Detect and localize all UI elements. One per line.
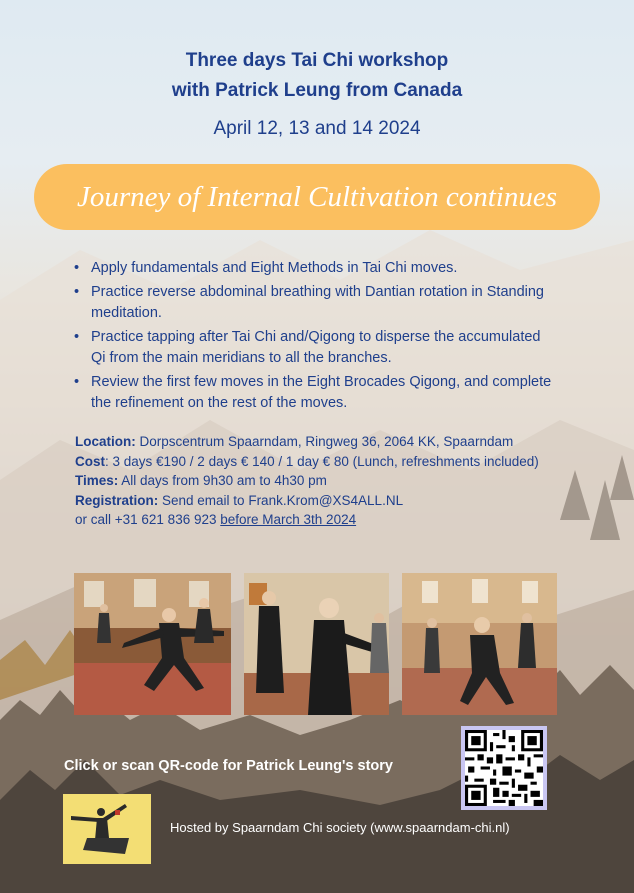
- registration-line: [75, 491, 565, 511]
- qr-code[interactable]: [461, 726, 547, 810]
- event-details: [75, 432, 565, 530]
- qr-caption: Click or scan QR-code for Patrick Leung's story: [64, 758, 393, 774]
- cost-line: [75, 452, 565, 472]
- call-line: [75, 510, 565, 530]
- registration-label: Registration:: [75, 492, 159, 508]
- location-value: Dorpscentrum Spaarndam, Ringweg 36, 2064 KK, Spaarndam: [135, 434, 514, 449]
- page-title: [0, 46, 634, 106]
- banner-text: Journey of Internal Cultivation continues: [76, 180, 558, 213]
- workshop-photo-2: [244, 573, 389, 715]
- cost-value: : 3 days €190 / 2 days € 140 / 1 day € 80 (Lunch, refreshments included): [105, 453, 539, 469]
- title-line-2: with Patrick Leung from Canada: [171, 80, 463, 101]
- workshop-photo-1: [74, 573, 231, 715]
- times-value: All days from 9h30 am to 4h30 pm: [118, 473, 327, 488]
- phone-number: or call +31 621 836 923: [75, 512, 221, 527]
- title-line-1: Three days Tai Chi workshop: [185, 50, 449, 71]
- location-line: [75, 432, 565, 452]
- workshop-photo-3: [402, 573, 557, 715]
- registration-email[interactable]: Send email to Frank.Krom@XS4ALL.NL: [158, 492, 404, 508]
- program-list: [74, 258, 554, 417]
- qr-code-icon: [465, 730, 543, 806]
- times-line: [75, 471, 565, 491]
- program-item: • Review the first few moves in the Eight Brocades Qigong, and complete the refinement on the rest of the moves.: [74, 372, 554, 414]
- hosted-by: Hosted by Spaarndam Chi society (www.spaarndam-chi.nl): [170, 820, 510, 835]
- location-label: Location:: [75, 434, 136, 449]
- workshop-dates: April 12, 13 and 14 2024: [213, 118, 421, 139]
- times-label: Times:: [75, 473, 119, 488]
- cost-label: Cost: [75, 453, 105, 469]
- program-item: • Practice tapping after Tai Chi and/Qigong to disperse the accumulated Qi from the main meridians to all the branches.: [74, 327, 554, 369]
- theme-banner: [34, 164, 600, 230]
- program-item: • Apply fundamentals and Eight Methods in Tai Chi moves.: [74, 258, 554, 279]
- program-item: • Practice reverse abdominal breathing with Dantian rotation in Standing meditation.: [74, 282, 554, 324]
- society-logo: [63, 794, 151, 864]
- registration-deadline: before March 3th 2024: [220, 512, 357, 527]
